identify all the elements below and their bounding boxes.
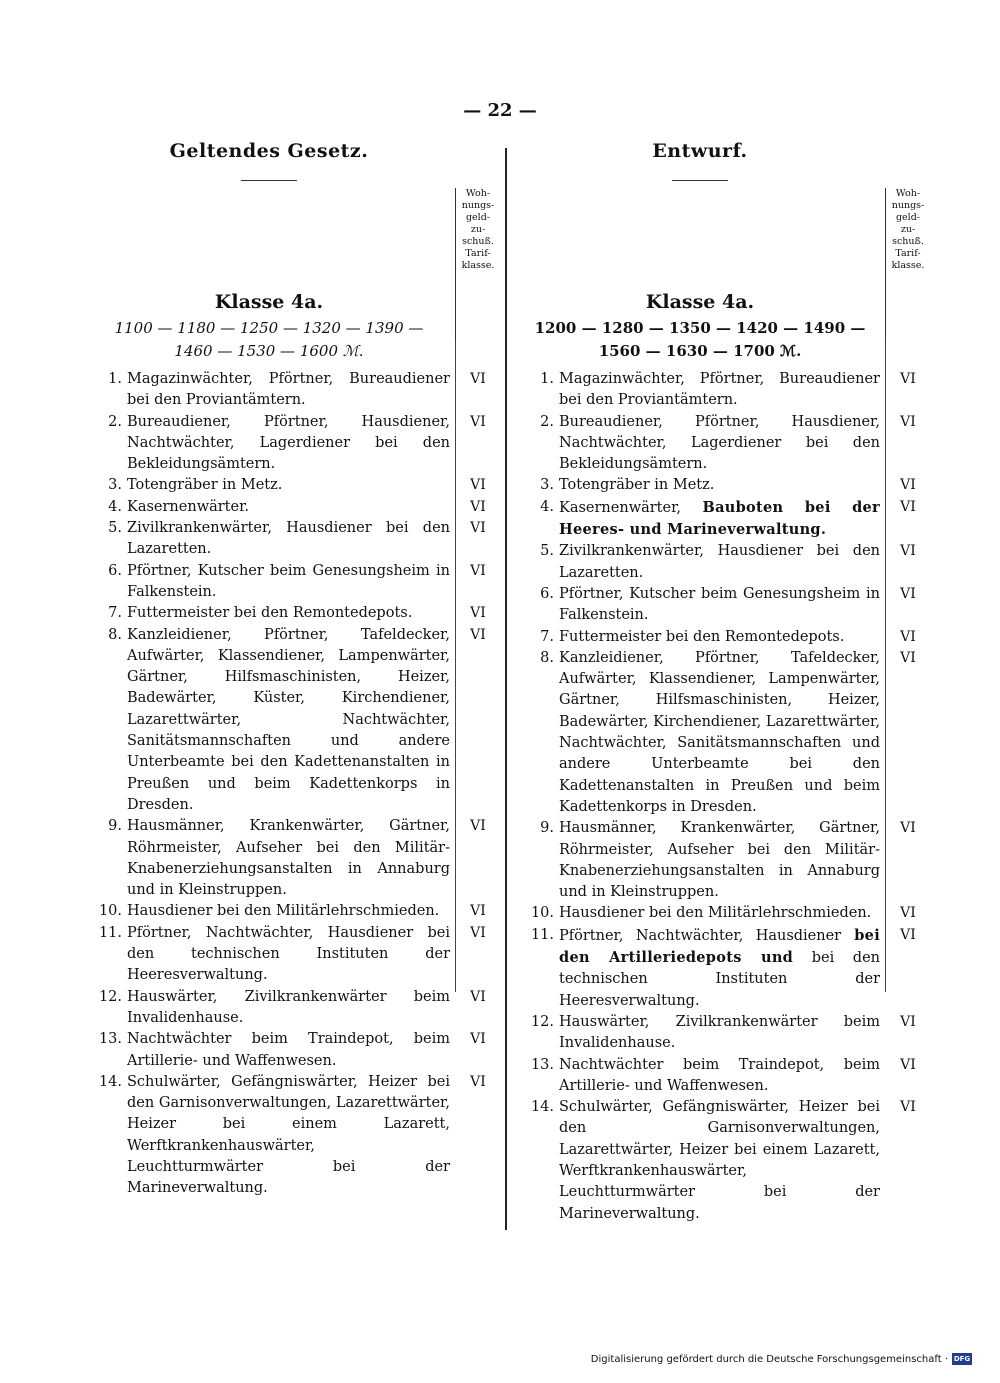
- entry-number: 8.: [540, 649, 554, 666]
- entry-text: [559, 497, 886, 542]
- entry-tarif-class: VI: [470, 1031, 486, 1048]
- entry-text-continued: bei den technischen Instituten der Heeresverwaltung.: [559, 950, 880, 1009]
- entry-number: 9.: [108, 818, 122, 835]
- entry-tarif-class: VI: [900, 371, 916, 387]
- entry-tarif-class: VI: [470, 626, 486, 643]
- entry-number: 10.: [98, 903, 122, 920]
- entry-number: 11.: [530, 926, 554, 943]
- entry-text-main: Zivilkrankenwärter, Hausdiener bei den Lazaretten.: [559, 543, 880, 581]
- entry-text-main: Kanzleidiener, Pförtner, Tafeldecker, Aufwärter, Klassendiener, Lampenwärter, Gärtner, Hilfsmaschinisten, Heizer, Badewärter, Kirchendiener, Lazarettwärter, Nachtwächter, Sanitätsmannschaften und andere Unterbeamte bei den Kadettenanstalten in Preußen und beim Kadettenkorps in Dresden.: [559, 649, 880, 815]
- entry-tarif-class: VI: [900, 477, 916, 494]
- tarif-header-line: klasse.: [461, 260, 495, 271]
- footer-text: Digitalisierung gefördert durch die Deutsche Forschungsgemeinschaft ·: [590, 1353, 948, 1365]
- entry-text: [127, 475, 456, 496]
- tarif-header-line: schuß.: [462, 236, 494, 247]
- tarif-header-line: geld-: [465, 212, 491, 223]
- center-divider: [505, 148, 507, 1230]
- entry-text: [127, 497, 456, 518]
- entry-tarif-class: VI: [900, 1056, 916, 1073]
- list-item: [88, 923, 500, 987]
- tarif-header-line: schuß.: [892, 236, 924, 247]
- tarif-header-line: klasse.: [891, 260, 925, 271]
- left-klasse-title: Klasse 4a.: [214, 291, 324, 313]
- entry-tarif-class: VI: [900, 413, 916, 430]
- entry-text-main: Kasernenwärter,: [559, 499, 682, 516]
- list-item: [88, 369, 500, 412]
- entry-number: 14.: [530, 1099, 554, 1116]
- list-item: [88, 1029, 500, 1072]
- list-item: [520, 1012, 930, 1055]
- entry-text-main: Bureaudiener, Pförtner, Hausdiener, Nachtwächter, Lagerdiener bei den Bekleidungsämtern.: [127, 413, 450, 473]
- entry-text-main: Kasernenwärter.: [127, 498, 250, 515]
- list-item: [88, 475, 500, 496]
- entry-text: [127, 1072, 456, 1200]
- entry-text-main: Bureaudiener, Pförtner, Hausdiener, Nachtwächter, Lagerdiener bei den Bekleidungsämtern.: [559, 413, 880, 473]
- entry-number: 4.: [540, 498, 554, 515]
- list-item: [520, 475, 930, 496]
- list-item: [520, 925, 930, 1012]
- right-salary-line-1: 1200 — 1280 — 1350 — 1420 — 1490 —: [534, 319, 866, 337]
- left-salary-line-1: 1100 — 1180 — 1250 — 1320 — 1390 —: [114, 319, 424, 337]
- right-salary-line-2: 1560 — 1630 — 1700 ℳ.: [598, 342, 802, 360]
- entry-text: [559, 818, 886, 903]
- entry-text-main: Totengräber in Metz.: [127, 477, 283, 494]
- entry-text: [559, 541, 886, 584]
- entry-text: [127, 518, 456, 561]
- entry-text-main: Nachtwächter beim Traindepot, beim Artillerie- und Waffenwesen.: [127, 1031, 450, 1069]
- entry-number: 5.: [108, 520, 122, 537]
- entry-tarif-class: VI: [900, 649, 916, 666]
- list-item: [520, 648, 930, 818]
- entry-tarif-class: VI: [470, 477, 486, 494]
- left-column-current-law: [88, 140, 500, 1200]
- entry-text: [127, 561, 456, 604]
- entry-text-main: Futtermeister bei den Remontedepots.: [127, 605, 413, 622]
- list-item: [520, 1055, 930, 1098]
- list-item: [88, 1072, 500, 1200]
- entry-text: [559, 648, 886, 818]
- entry-tarif-class: VI: [470, 988, 486, 1005]
- entry-tarif-class: VI: [900, 926, 916, 943]
- entry-number: 12.: [530, 1013, 554, 1030]
- entry-text: [127, 987, 456, 1030]
- tarif-header-line: Woh-: [895, 188, 921, 199]
- entry-text-main: Pförtner, Nachtwächter, Hausdiener bei den technischen Instituten der Heeresverwaltung.: [127, 924, 450, 984]
- entry-text-added: bei den Artilleriedepots und: [559, 926, 881, 967]
- entry-text: [127, 901, 456, 922]
- entry-tarif-class: VI: [470, 924, 486, 941]
- tarif-header-line: Tarif-: [895, 248, 921, 259]
- entry-text-main: Pförtner, Nachtwächter, Hausdiener: [559, 927, 842, 944]
- entry-tarif-class: VI: [900, 628, 916, 645]
- entry-text: [559, 903, 886, 924]
- entry-text: [127, 625, 456, 817]
- entry-number: 7.: [108, 605, 122, 622]
- entry-text-main: Hauswärter, Zivilkrankenwärter beim Invalidenhause.: [559, 1013, 880, 1052]
- left-heading-rule: [241, 180, 297, 181]
- entry-number: 2.: [108, 413, 122, 430]
- list-item: [520, 541, 930, 584]
- entry-number: 1.: [540, 371, 554, 387]
- entry-number: 4.: [108, 498, 122, 515]
- entry-text: [559, 475, 886, 496]
- entry-text-main: Schulwärter, Gefängniswärter, Heizer bei den Garnisonverwaltungen, Lazarettwärter, Heizer bei einem Lazarett, Werftkrankenhauswärter, Leuchtturmwärter bei der Marineverwaltung.: [127, 1073, 450, 1197]
- tarif-header-line: zu-: [900, 224, 916, 235]
- entry-text: [559, 412, 886, 476]
- list-item: [520, 903, 930, 924]
- right-entry-list: [520, 369, 930, 1225]
- entry-text-main: Kanzleidiener, Pförtner, Tafeldecker, Aufwärter, Klassendiener, Lampenwärter, Gärtner, Hilfsmaschinisten, Heizer, Badewärter, Küster, Kirchendiener, Lazarettwärter, Nachtwächter, Sanitätsmannschaften und andere Unterbeamte bei den Kadettenanstalten in Preußen und beim Kadettenkorps in Dresden.: [127, 626, 450, 813]
- entry-text-main: Magazinwächter, Pförtner, Bureaudiener bei den Proviantämtern.: [559, 371, 880, 409]
- left-tarif-header: [455, 188, 500, 342]
- entry-tarif-class: VI: [900, 498, 916, 515]
- entry-text-main: Schulwärter, Gefängniswärter, Heizer bei den Garnisonverwaltungen, Lazarettwärter, Heizer bei einem Lazarett, Werftkrankenhauswärter, Leuchtturmwärter bei der Marineverwaltung.: [559, 1099, 880, 1222]
- tarif-header-line: nungs-: [461, 200, 495, 211]
- left-salary-line-2: 1460 — 1530 — 1600 ℳ.: [174, 342, 364, 360]
- entry-tarif-class: VI: [470, 818, 486, 835]
- entry-text: [127, 816, 456, 901]
- left-salary-scale: [88, 317, 500, 363]
- list-item: [88, 561, 500, 604]
- entry-text: [127, 1029, 456, 1072]
- entry-tarif-class: VI: [470, 1073, 486, 1090]
- entry-text: [559, 1097, 886, 1225]
- entry-tarif-class: VI: [470, 605, 486, 622]
- entry-tarif-class: VI: [470, 562, 486, 579]
- right-heading-rule: [672, 180, 728, 181]
- entry-tarif-class: VI: [900, 905, 916, 922]
- list-item: [88, 987, 500, 1030]
- list-item: [520, 818, 930, 903]
- page-number: — 22 —: [463, 100, 537, 121]
- entry-tarif-class: VI: [900, 1013, 916, 1030]
- entry-text: [559, 627, 886, 648]
- entry-text-main: Magazinwächter, Pförtner, Bureaudiener bei den Proviantämtern.: [127, 371, 450, 409]
- entry-number: 13.: [98, 1031, 122, 1048]
- list-item: [88, 603, 500, 624]
- entry-tarif-class: VI: [470, 903, 486, 920]
- entry-number: 6.: [108, 562, 122, 579]
- entry-text: [127, 923, 456, 987]
- entry-text-main: Hauswärter, Zivilkrankenwärter beim Invalidenhause.: [127, 988, 450, 1026]
- list-item: [88, 518, 500, 561]
- right-heading: Entwurf.: [652, 140, 748, 162]
- entry-tarif-class: VI: [470, 371, 486, 387]
- entry-number: 3.: [108, 477, 122, 494]
- entry-text-main: Hausdiener bei den Militärlehrschmieden.: [127, 903, 440, 920]
- list-item: [88, 412, 500, 476]
- right-column-draft: [520, 140, 930, 1225]
- entry-number: 5.: [540, 543, 554, 560]
- entry-number: 9.: [540, 820, 554, 837]
- entry-text: [127, 603, 456, 624]
- tarif-header-line: Woh-: [465, 188, 491, 199]
- right-salary-scale: [520, 317, 930, 363]
- entry-number: 6.: [540, 585, 554, 602]
- entry-text: [559, 925, 886, 1012]
- tarif-header-line: nungs-: [891, 200, 925, 211]
- right-tarif-header: [885, 188, 930, 342]
- entry-number: 2.: [540, 413, 554, 430]
- entry-text: [559, 1012, 886, 1055]
- list-item: [520, 627, 930, 648]
- entry-number: 10.: [530, 905, 554, 922]
- entry-text-added: Bauboten bei der Heeres- und Marineverwaltung.: [559, 498, 880, 539]
- tarif-header-line: Tarif-: [465, 248, 491, 259]
- dfg-logo: DFG: [953, 1355, 971, 1363]
- list-item: [520, 412, 930, 476]
- entry-number: 12.: [98, 988, 122, 1005]
- tarif-header-line: zu-: [470, 224, 486, 235]
- entry-text-main: Futtermeister bei den Remontedepots.: [559, 628, 845, 645]
- entry-number: 11.: [98, 924, 122, 941]
- entry-text: [127, 412, 456, 476]
- entry-text-main: Zivilkrankenwärter, Hausdiener bei den Lazaretten.: [127, 520, 450, 558]
- entry-number: 14.: [98, 1073, 122, 1090]
- left-entry-list: [88, 369, 500, 1200]
- entry-text: [559, 1055, 886, 1098]
- entry-text: [559, 369, 886, 412]
- entry-number: 13.: [530, 1056, 554, 1073]
- list-item: [88, 816, 500, 901]
- entry-number: 3.: [540, 477, 554, 494]
- list-item: [88, 497, 500, 518]
- list-item: [520, 1097, 930, 1225]
- entry-tarif-class: VI: [900, 1099, 916, 1116]
- list-item: [520, 497, 930, 542]
- tarif-header-line: geld-: [895, 212, 921, 223]
- entry-text-main: Pförtner, Kutscher beim Genesungsheim in Falkenstein.: [559, 585, 880, 624]
- digitization-footer: [591, 1353, 972, 1365]
- entry-tarif-class: VI: [900, 543, 916, 560]
- entry-tarif-class: VI: [470, 520, 486, 537]
- entry-text-main: Totengräber in Metz.: [559, 477, 715, 494]
- right-klasse-title: Klasse 4a.: [645, 291, 755, 313]
- entry-text-main: Nachtwächter beim Traindepot, beim Artillerie- und Waffenwesen.: [559, 1056, 880, 1094]
- entry-text-main: Pförtner, Kutscher beim Genesungsheim in Falkenstein.: [127, 562, 450, 600]
- entry-text-main: Hausdiener bei den Militärlehrschmieden.: [559, 905, 872, 922]
- entry-number: 7.: [540, 628, 554, 645]
- entry-text-main: Hausmänner, Krankenwärter, Gärtner, Röhrmeister, Aufseher bei den Militär-Knabenerziehungsanstalten in Annaburg und in Kleinstruppen.: [559, 820, 880, 901]
- list-item: [520, 584, 930, 627]
- entry-number: 8.: [108, 626, 122, 643]
- entry-text: [559, 584, 886, 627]
- list-item: [88, 625, 500, 817]
- entry-tarif-class: VI: [470, 498, 486, 515]
- entry-tarif-class: VI: [900, 585, 916, 602]
- entry-text-main: Hausmänner, Krankenwärter, Gärtner, Röhrmeister, Aufseher bei den Militär-Knabenerziehungsanstalten in Annaburg und in Kleinstruppen.: [127, 818, 450, 899]
- entry-text: [127, 369, 456, 412]
- list-item: [88, 901, 500, 922]
- list-item: [520, 369, 930, 412]
- left-heading: Geltendes Gesetz.: [169, 140, 369, 162]
- entry-tarif-class: VI: [900, 820, 916, 837]
- entry-tarif-class: VI: [470, 413, 486, 430]
- entry-number: 1.: [108, 371, 122, 387]
